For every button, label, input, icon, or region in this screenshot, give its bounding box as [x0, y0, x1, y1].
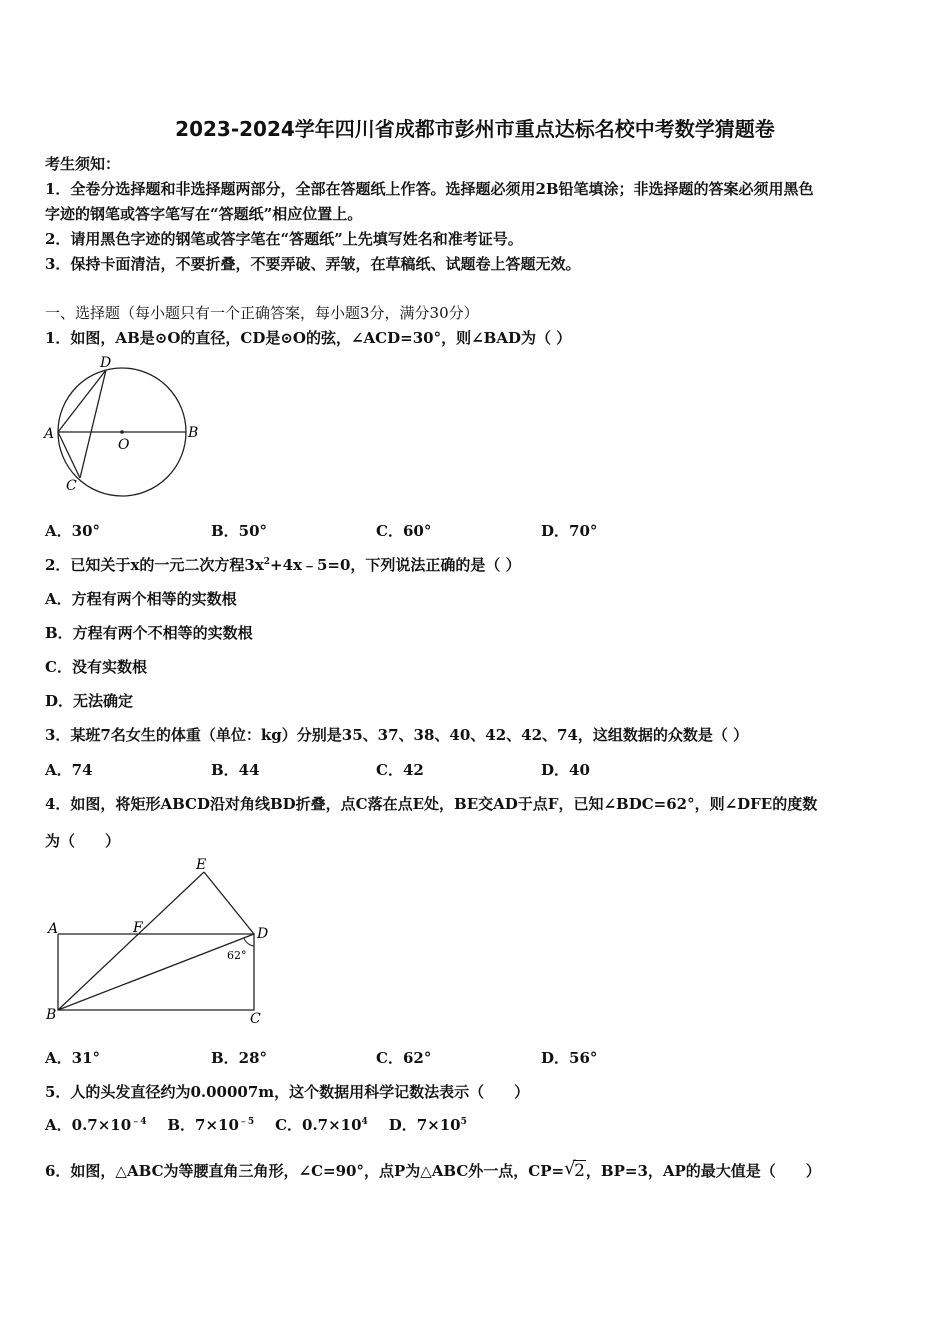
q4-option-a: A．31°	[45, 1049, 101, 1067]
page-title: 2023-2024学年四川省成都市彭州市重点达标名校中考数学猜题卷	[175, 117, 775, 141]
q1-option-d: D．70°	[541, 522, 598, 540]
q5-option-c: C．$0.7\times 10^4$	[275, 1116, 368, 1134]
q3-option-d: D．40	[541, 761, 590, 779]
question-1-text: 1．如图，AB是⊙O的直径，CD是⊙O的弦，∠ACD=30°，则∠BAD为（ ）	[45, 329, 572, 347]
question-6-text: 6．如图，△ABC为等腰直角三角形，∠C=90°，点P为△ABC外一点，CP= √ 2，BP=3，AP的最大值是（ ）	[45, 1158, 821, 1181]
question-4-text: 4．如图，将矩形ABCD沿对角线BD折叠，点C落在点E处，BE交AD于点F，已知∠BDC=62°，则∠DFE的度数	[45, 795, 818, 813]
notice-item: 字迹的钢笔或答字笔写在“答题纸”相应位置上。	[45, 205, 363, 223]
q4-label-a: A	[48, 921, 59, 937]
q1-label-c: C	[66, 478, 77, 494]
q1-circle-figure	[40, 350, 210, 500]
q5-option-d: D．$7\times 10^5$	[388, 1116, 467, 1134]
q5-option-a: A．$0.7\times 10^{﹣4}$	[45, 1116, 147, 1134]
q4-angle-label: 62°	[227, 949, 247, 962]
q2-option-b: B．方程有两个不相等的实数根	[45, 624, 253, 642]
q1-label-b: B	[188, 425, 199, 441]
q1-option-c: C．60°	[376, 522, 432, 540]
section-heading: 一、选择题（每小题只有一个正确答案，每小题3分，满分30分）	[45, 304, 479, 322]
notice-item: 2．请用黑色字迹的钢笔或答字笔在“答题纸”上先填写姓名和准考证号。	[45, 230, 523, 248]
q3-option-b: B．44	[211, 761, 260, 779]
q5-options	[45, 1114, 467, 1135]
q4-label-e: E	[196, 857, 207, 873]
sqrt-expression: √ 2	[564, 1158, 585, 1181]
q4-label-b: B	[46, 1007, 57, 1023]
question-3-text: 3．某班7名女生的体重（单位：kg）分别是35、37、38、40、42、42、74，这组数据的众数是（ ）	[45, 726, 749, 744]
q1-label-a: A	[44, 426, 55, 442]
q4-rectangle-figure	[42, 852, 277, 1030]
q3-option-a: A．74	[45, 761, 93, 779]
q3-option-c: C．42	[376, 761, 424, 779]
q4-option-c: C．62°	[376, 1049, 432, 1067]
q4-label-f: F	[133, 920, 143, 936]
q2-option-a: A．方程有两个相等的实数根	[45, 590, 237, 608]
notice-item: 1．全卷分选择题和非选择题两部分，全部在答题纸上作答。选择题必须用2B铅笔填涂；非选择题的答案必须用黑色	[45, 180, 814, 198]
q2-option-c: C．没有实数根	[45, 658, 147, 676]
q4-option-d: D．56°	[541, 1049, 598, 1067]
q1-option-a: A．30°	[45, 522, 101, 540]
q1-label-o: O	[118, 437, 130, 453]
question-4-text-cont: 为（ ）	[45, 832, 121, 850]
question-5-text: 5．人的头发直径约为0.00007m，这个数据用科学记数法表示（ ）	[45, 1083, 530, 1101]
q4-label-c: C	[250, 1011, 261, 1027]
notice-item: 3．保持卡面清洁，不要折叠，不要弄破、弄皱，在草稿纸、试题卷上答题无效。	[45, 255, 581, 273]
q1-label-d: D	[100, 355, 112, 371]
notice-heading: 考生须知：	[45, 155, 121, 173]
q2-option-d: D．无法确定	[45, 692, 134, 710]
q4-option-b: B．28°	[211, 1049, 268, 1067]
q4-label-d: D	[257, 926, 269, 942]
question-2-text: 2．已知关于x的一元二次方程$3x^2+4x﹣5=0$，下列说法正确的是（ ）	[45, 556, 521, 574]
q1-option-b: B．50°	[211, 522, 268, 540]
q5-option-b: B．$7\times 10^{﹣5}$	[167, 1116, 255, 1134]
